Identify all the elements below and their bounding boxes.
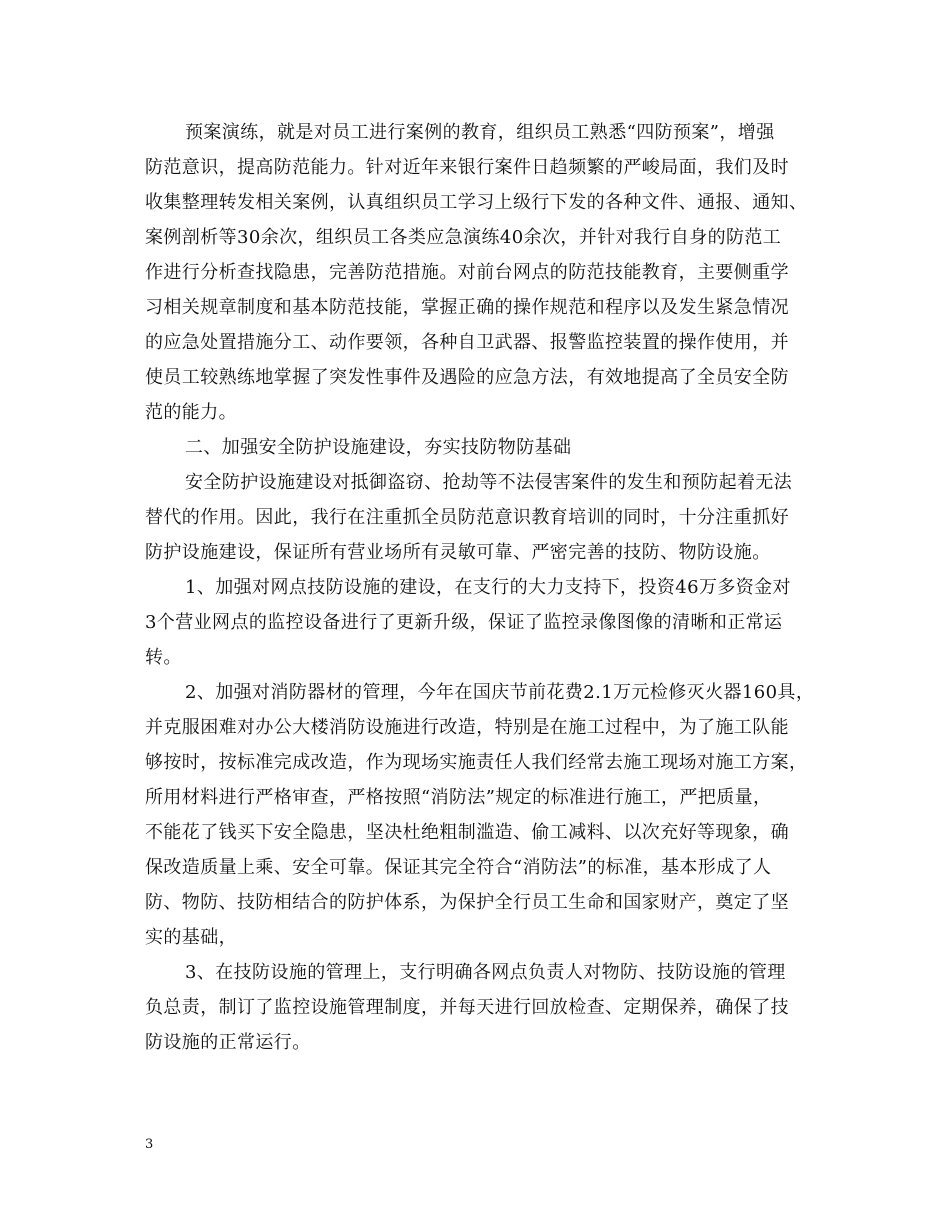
- text-line: 防护设施建设，保证所有营业场所有灵敏可靠、严密完善的技防、物防设施。: [145, 542, 771, 563]
- text-line: 1、加强对网点技防设施的建设，在支行的大力支持下，投资46万多资金对: [185, 577, 791, 598]
- text-line: 二、加强安全防护设施建设，夯实技防物防基础: [185, 437, 572, 458]
- page-number: 3: [145, 1137, 154, 1152]
- text-line: 转。: [145, 647, 182, 668]
- text-line: 替代的作用。因此，我行在注重抓全员防范意识教育培训的同时，十分注重抓好: [145, 507, 789, 528]
- text-line: 并克服困难对办公大楼消防设施进行改造，特别是在施工过程中，为了施工队能: [145, 717, 789, 738]
- text-line: 预案演练，就是对员工进行案例的教育，组织员工熟悉“四防预案”，增强: [185, 122, 775, 143]
- paragraph: [145, 430, 815, 465]
- paragraph: [145, 465, 815, 570]
- text-line: 实的基础，: [145, 927, 237, 948]
- text-line: 作进行分析查找隐患，完善防范措施。对前台网点的防范技能教育，主要侧重学: [145, 262, 789, 283]
- text-line: 所用材料进行严格审查，严格按照“消防法”规定的标准进行施工，严把质量，: [145, 787, 772, 808]
- text-line: 使员工较熟练地掌握了突发性事件及遇险的应急方法，有效地提高了全员安全防: [145, 367, 789, 388]
- paragraph: [145, 675, 815, 955]
- text-line: 防设施的正常运行。: [145, 1032, 311, 1053]
- text-line: 防、物防、技防相结合的防护体系，为保护全行员工生命和国家财产，奠定了坚: [145, 892, 789, 913]
- text-line: 保改造质量上乘、安全可靠。保证其完全符合“消防法”的标准，基本形成了人: [145, 857, 772, 878]
- text-line: 3、在技防设施的管理上，支行明确各网点负责人对物防、技防设施的管理: [185, 962, 786, 983]
- paragraph: [145, 115, 815, 430]
- text-line: 3个营业网点的监控设备进行了更新升级，保证了监控录像图像的清晰和正常运: [145, 612, 783, 633]
- text-line: 案例剖析等30余次，组织员工各类应急演练40余次，并针对我行自身的防范工: [145, 227, 782, 248]
- text-line: 2、加强对消防器材的管理，今年在国庆节前花费2.1万元检修灭火器160具，: [185, 682, 815, 703]
- text-line: 安全防护设施建设对抵御盗窃、抢劫等不法侵害案件的发生和预防起着无法: [185, 472, 793, 493]
- text-line: 收集整理转发相关案例，认真组织员工学习上级行下发的各种文件、通报、通知、: [145, 192, 808, 213]
- text-line: 够按时，按标准完成改造，作为现场实施责任人我们经常去施工现场对施工方案，: [145, 752, 808, 773]
- text-line: 习相关规章制度和基本防范技能，掌握正确的操作规范和程序以及发生紧急情况: [145, 297, 789, 318]
- text-line: 范的能力。: [145, 402, 237, 423]
- text-line: 负总责，制订了监控设施管理制度，并每天进行回放检查、定期保养，确保了技: [145, 997, 789, 1018]
- text-line: 防范意识，提高防范能力。针对近年来银行案件日趋频繁的严峻局面，我们及时: [145, 157, 789, 178]
- text-line: 不能花了钱买下安全隐患，坚决杜绝粗制滥造、偷工减料、以次充好等现象，确: [145, 822, 789, 843]
- body-text: [145, 115, 815, 1060]
- paragraph: [145, 570, 815, 675]
- paragraph: [145, 955, 815, 1060]
- text-line: 的应急处置措施分工、动作要领，各种自卫武器、报警监控装置的操作使用，并: [145, 332, 789, 353]
